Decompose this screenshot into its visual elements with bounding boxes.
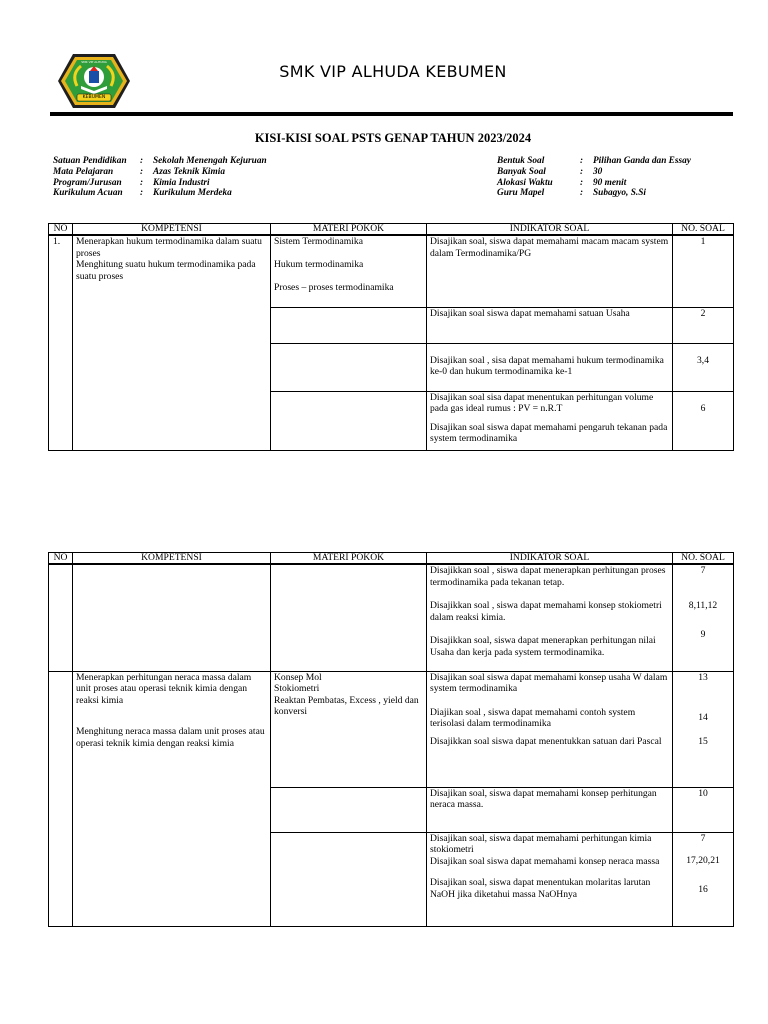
logo-banner-text: KEBUMEN bbox=[82, 95, 106, 100]
no-soal-item: 7 bbox=[700, 832, 706, 844]
table-header-row bbox=[49, 224, 734, 236]
logo-ring-text: SMK VIP ALHUDA bbox=[81, 60, 107, 64]
meta-sep: : bbox=[140, 156, 144, 166]
meta-row bbox=[53, 178, 267, 189]
no-soal-item: 16 bbox=[698, 883, 708, 895]
indikator-item: Disajikan soal, siswa dapat memahami perhitungan kimia stokiometri bbox=[430, 832, 652, 855]
materi-item: Konsep Mol bbox=[274, 671, 322, 683]
indikator-cell bbox=[427, 343, 673, 391]
indikator-item: Disajikan soal siswa dapat memahami konsep usaha W dalam system termodinamika bbox=[430, 671, 668, 694]
no-soal-item: 14 bbox=[698, 712, 708, 723]
meta-value: Pilihan Ganda dan Essay bbox=[593, 156, 691, 166]
indikator-cell bbox=[427, 671, 673, 787]
no-soal-item: 7 bbox=[700, 565, 706, 576]
no-soal-item: 15 bbox=[698, 735, 708, 747]
no-soal-cell: 6 bbox=[673, 391, 734, 450]
kisi-table-1 bbox=[48, 223, 734, 451]
meta-row bbox=[53, 156, 267, 167]
no-soal-cell bbox=[673, 671, 734, 787]
meta-row bbox=[497, 188, 691, 199]
no-soal-item: 9 bbox=[700, 629, 706, 640]
meta-value: Sekolah Menengah Kejuruan bbox=[153, 156, 267, 166]
table-header-row bbox=[49, 553, 734, 565]
meta-sep: : bbox=[140, 166, 144, 177]
no-soal-item: 17,20,21 bbox=[686, 855, 720, 866]
header-materi: MATERI POKOK bbox=[271, 553, 427, 565]
meta-key: Banyak Soal bbox=[497, 166, 546, 177]
indikator-cell bbox=[427, 391, 673, 450]
indikator-item: Disajikan soal, siswa dapat memahami konsep perhitungan neraca massa. bbox=[430, 787, 657, 810]
kompetensi-cell bbox=[73, 235, 271, 450]
meta-key: Bentuk Soal bbox=[497, 156, 545, 166]
materi-cell bbox=[271, 391, 427, 450]
materi-item: Reaktan Pembatas, Excess , yield dan konversi bbox=[274, 694, 419, 717]
meta-sep: : bbox=[140, 177, 144, 188]
no-soal-item: 8,11,12 bbox=[688, 599, 718, 611]
table-row bbox=[49, 671, 734, 787]
indikator-item: Disajikan soal siswa dapat memahami konsep neraca massa bbox=[430, 855, 660, 867]
meta-right bbox=[497, 156, 691, 199]
meta-row bbox=[497, 167, 691, 178]
materi-cell bbox=[271, 343, 427, 391]
kompetensi-cell bbox=[73, 564, 271, 671]
table-row bbox=[49, 235, 734, 307]
header-kompetensi: KOMPETENSI bbox=[73, 224, 271, 236]
meta-sep: : bbox=[580, 156, 584, 166]
materi-cell bbox=[271, 671, 427, 787]
indikator-item: Disajikkan soal siswa dapat menentukkan satuan dari Pascal bbox=[430, 735, 662, 747]
meta-value: Kimia Industri bbox=[153, 177, 210, 188]
indikator-item: Disajikkan soal, siswa dapat menerapkan perhitungan nilai Usaha dan kerja pada system termodinamika. bbox=[430, 635, 656, 658]
school-name: SMK VIP ALHUDA KEBUMEN bbox=[279, 62, 507, 81]
indikator-item: Disajikan soal , sisa dapat memahami hukum termodinamika ke-0 dan hukum termodinamika ke-1 bbox=[430, 354, 664, 377]
materi-item: Stokiometri bbox=[274, 683, 320, 694]
header-no: NO bbox=[49, 553, 73, 565]
meta-key: Program/Jurusan bbox=[53, 177, 122, 188]
materi-item: Proses – proses termodinamika bbox=[274, 282, 394, 293]
header-no-soal: NO. SOAL bbox=[673, 553, 734, 565]
no-soal-cell bbox=[673, 564, 734, 671]
materi-cell bbox=[271, 564, 427, 671]
meta-row bbox=[497, 156, 691, 167]
row-number bbox=[49, 564, 73, 671]
indikator-cell bbox=[427, 235, 673, 307]
meta-value: Subagyo, S.Si bbox=[593, 188, 646, 199]
kompetensi-item: Menghitung suatu hukum termodinamika pada suatu proses bbox=[76, 259, 256, 282]
meta-key: Guru Mapel bbox=[497, 188, 545, 199]
meta-sep: : bbox=[140, 188, 144, 199]
materi-cell bbox=[271, 235, 427, 307]
no-soal-cell bbox=[673, 832, 734, 926]
header-no: NO bbox=[49, 224, 73, 236]
meta-value: 30 bbox=[593, 166, 603, 177]
meta-value: Kurikulum Merdeka bbox=[153, 188, 232, 199]
meta-row bbox=[497, 178, 691, 189]
meta-key: Alokasi Waktu bbox=[497, 177, 553, 188]
meta-key: Kurikulum Acuan bbox=[53, 188, 123, 199]
indikator-item: Disajikkan soal , siswa dapat menerapkan perhitungan proses termodinamika pada tekanan tetap. bbox=[430, 565, 666, 588]
document-title: KISI-KISI SOAL PSTS GENAP TAHUN 2023/2024 bbox=[254, 131, 532, 145]
row-number bbox=[49, 671, 73, 926]
kisi-table-2 bbox=[48, 552, 734, 927]
meta-key: Satuan Pendidikan bbox=[53, 156, 127, 166]
school-logo bbox=[57, 52, 131, 110]
indikator-cell bbox=[427, 564, 673, 671]
kompetensi-item: Menghitung neraca massa dalam unit proses atau operasi teknik kimia dengan reaksi kimia bbox=[76, 726, 265, 749]
materi-cell bbox=[271, 307, 427, 343]
materi-item: Sistem Termodinamika bbox=[274, 236, 363, 247]
materi-cell bbox=[271, 787, 427, 832]
indikator-item: Disajikan soal siswa dapat memahami pengaruh tekanan pada system termodinamika bbox=[430, 421, 668, 444]
kompetensi-item: Menerapkan perhitungan neraca massa dalam unit proses atau operasi teknik kimia dengan reaksi kimia bbox=[76, 671, 252, 706]
meta-value: 90 menit bbox=[593, 177, 627, 188]
meta-sep: : bbox=[580, 166, 584, 177]
no-soal-item: 13 bbox=[698, 671, 708, 683]
indikator-cell bbox=[427, 307, 673, 343]
meta-row bbox=[53, 188, 267, 199]
header-indikator: INDIKATOR SOAL bbox=[427, 553, 673, 565]
indikator-item: Disajikan soal siswa dapat memahami satuan Usaha bbox=[430, 307, 630, 319]
meta-key: Mata Pelajaran bbox=[53, 166, 114, 177]
kompetensi-item: Menerapkan hukum termodinamika dalam suatu proses bbox=[76, 236, 262, 259]
meta-sep: : bbox=[580, 188, 584, 199]
indikator-item: Disajikan soal, siswa dapat menentukan molaritas larutan NaOH jika diketahui massa NaOHnya bbox=[430, 877, 651, 900]
row-number: 1. bbox=[49, 235, 73, 450]
no-soal-cell: 3,4 bbox=[673, 343, 734, 391]
meta-sep: : bbox=[580, 177, 584, 188]
materi-item: Hukum termodinamika bbox=[274, 259, 364, 270]
kompetensi-cell bbox=[73, 671, 271, 926]
no-soal-cell: 1 bbox=[673, 235, 734, 307]
header-no-soal: NO. SOAL bbox=[673, 224, 734, 236]
indikator-cell bbox=[427, 832, 673, 926]
materi-cell bbox=[271, 832, 427, 926]
table-row bbox=[49, 564, 734, 671]
meta-value: Azas Teknik Kimia bbox=[153, 166, 225, 177]
no-soal-cell: 10 bbox=[673, 787, 734, 832]
meta-row bbox=[53, 167, 267, 178]
header-indikator: INDIKATOR SOAL bbox=[427, 224, 673, 236]
header-divider bbox=[50, 112, 733, 116]
no-soal-cell: 2 bbox=[673, 307, 734, 343]
header-materi: MATERI POKOK bbox=[271, 224, 427, 236]
indikator-item: Disajikkan soal , siswa dapat memahami konsep stokiometri dalam reaksi kimia. bbox=[430, 600, 662, 623]
indikator-cell bbox=[427, 787, 673, 832]
meta-left bbox=[53, 156, 267, 199]
indikator-item: Disajikan soal, siswa dapat memahami macam macam system dalam Termodinamika/PG bbox=[430, 236, 669, 259]
indikator-item: Disajikan soal sisa dapat menentukan perhitungan volume pada gas ideal rumus : PV = n.R.T bbox=[430, 391, 654, 414]
header-kompetensi: KOMPETENSI bbox=[73, 553, 271, 565]
indikator-item: Diajikan soal , siswa dapat memahami contoh system terisolasi dalam termodinamika bbox=[430, 706, 636, 729]
